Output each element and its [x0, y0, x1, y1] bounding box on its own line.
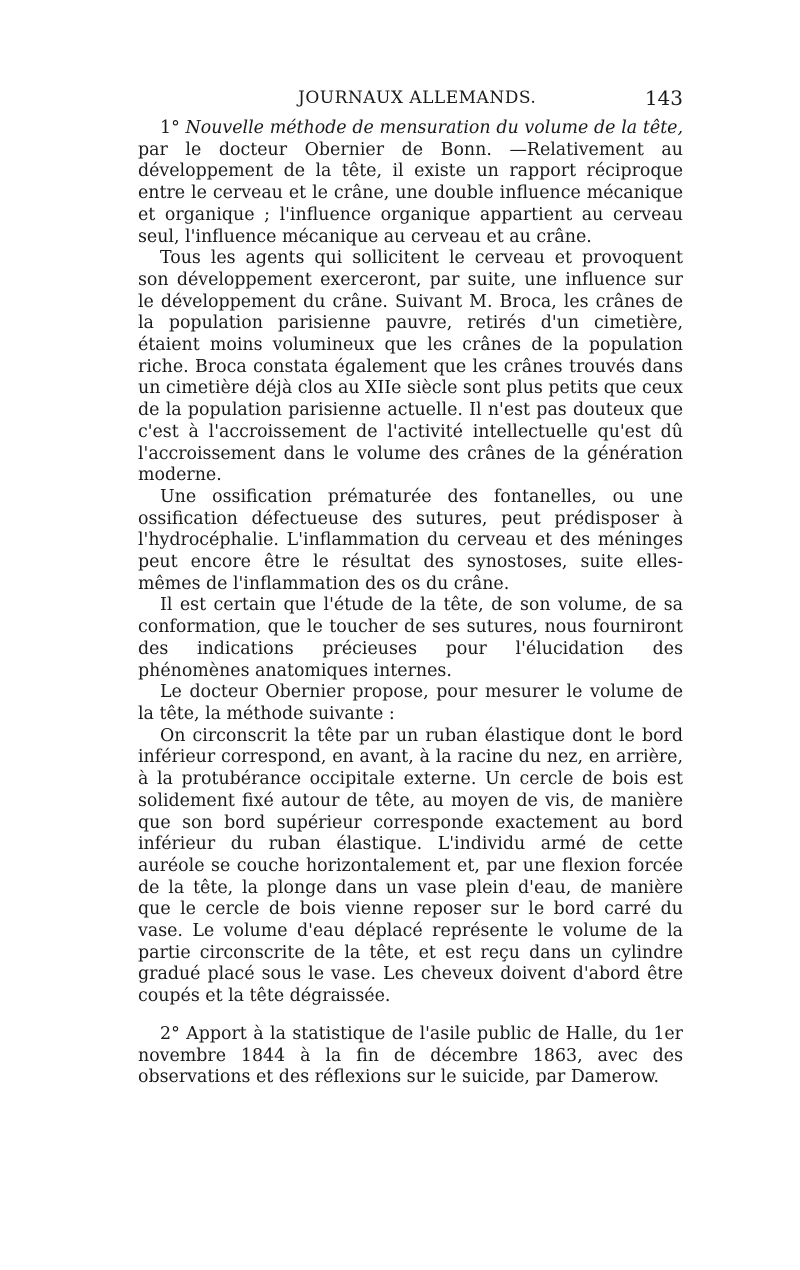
- page-header: [138, 88, 683, 116]
- section-text: par le docteur Obernier de Bonn. —Relativement au développement de la tête, il existe un rapport réciproque entre le cerveau et le crâne, une double influence mécanique et organique ; l'influence organique appartient au cerveau seul, l'influence mécanique au cerveau et au crâne.: [138, 139, 683, 247]
- running-title: JOURNAUX ALLEMANDS.: [298, 88, 537, 108]
- section-title: Nouvelle méthode de mensuration du volume de la tête,: [185, 118, 684, 138]
- body-text: [138, 118, 683, 1089]
- paragraph: On circonscrit la tête par un ruban élastique dont le bord inférieur correspond, en avant, à la racine du nez, en arrière, à la protubérance occipitale externe. Un cercle de bois est solidement fixé autour de tête, au moyen de vis, de manière que son bord supérieur corresponde exactement au bord inférieur du ruban élastique. L'individu armé de cette auréole se couche horizontalement et, par une flexion forcée de la tête, la plonge dans un vase plein d'eau, de manière que le cercle de bois vienne reposer sur le bord carré du vase. Le volume d'eau déplacé représente le volume de la partie circonscrite de la tête, et est reçu dans un cylindre gradué placé sous le vase. Les cheveux doivent d'abord être coupés et la tête dégraissée.: [138, 725, 683, 1007]
- paragraph: Le docteur Obernier propose, pour mesurer le volume de la tête, la méthode suivante :: [138, 682, 683, 724]
- paragraph: Il est certain que l'étude de la tête, de son volume, de sa conformation, que le toucher de ses sutures, nous fourniront des indications précieuses pour l'élucidation des phénomènes anatomiques internes.: [138, 595, 683, 681]
- page-number: 143: [644, 86, 683, 110]
- paragraph: Tous les agents qui sollicitent le cerveau et provoquent son développement exerceront, par suite, une influence sur le développement du crâne. Suivant M. Broca, les crânes de la population parisienne pauvre, retirés d'un cimetière, étaient moins volumineux que les crânes de la population riche. Broca constata également que les crânes trouvés dans un cimetière déjà clos au XIIe siècle sont plus petits que ceux de la population parisienne actuelle. Il n'est pas douteux que c'est à l'accroissement de l'activité intellectuelle qu'est dû l'accroissement dans le volume des crânes de la génération moderne.: [138, 248, 683, 486]
- section-number: 1°: [160, 118, 180, 138]
- section-2-paragraph: 2° Apport à la statistique de l'asile public de Halle, du 1er novembre 1844 à la fin de décembre 1863, avec des observations et des réflexions sur le suicide, par Damerow.: [138, 1023, 683, 1088]
- section-1-paragraph: [138, 118, 683, 248]
- paragraph: Une ossification prématurée des fontanelles, ou une ossification défectueuse des sutures, peut prédisposer à l'hydrocéphalie. L'inflammation du cerveau et des méninges peut encore être le résultat des synostoses, suite elles-mêmes de l'inflammation des os du crâne.: [138, 486, 683, 594]
